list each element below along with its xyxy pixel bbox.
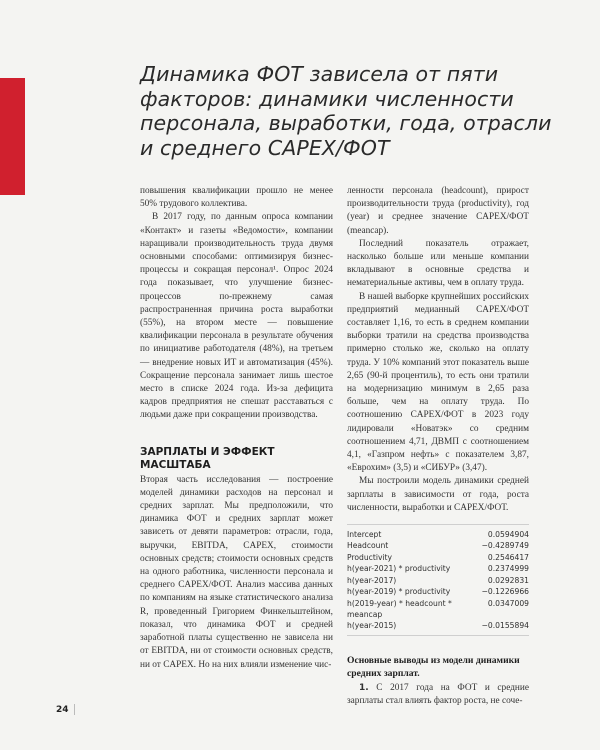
section-heading-line1: ЗАРПЛАТЫ И ЭФФЕКТ [140,445,275,458]
body-paragraph: Последний показатель отражает, насколько больше или меньше компании вкладывают в основные средства и нематериальные активы, чем в оплату труда. [347,238,529,289]
body-paragraph: Вторая часть исследования — построение моделей динамики расходов на персонал и средних зарплат. Мы предположили, что динамика ФОТ и средних зарплат может зависеть от девяти параметров: отрасли, года, выручки, EBITDA, CAPEX, стоимости основных средств; стоимости основных средств на одного работника, численности персонала и среднего CAPEX/ФОТ. Анализ массива данных по компаниям на языке статистического анализа R, проведенный Григорием Финкельштейном, показал, что динамика ФОТ и средней заработной платы существенно не зависела ни от EBITDA, ни от стоимости основных средств, ни от CAPEX. Но на них влияли изменение чис- [140,474,333,670]
left-top-paragraphs [140,185,333,423]
article-headline: Динамика ФОТ зависела от пяти факторов: динамики численности персонала, выработки, года, отрасли и среднего CAPEX/ФОТ [140,62,552,160]
coefficient-term: Productivity [347,552,393,562]
coefficient-row [347,552,529,563]
coefficient-term: h(year-2017) [347,575,397,585]
coefficient-term: Headcount [347,541,389,551]
coefficient-term: h(year-2021) * productivity [347,564,451,574]
coefficient-value: 0.0594904 [487,530,529,540]
coefficients-table [347,524,529,636]
footer-divider [74,704,75,715]
section-heading-line2: МАСШТАБА [140,458,211,471]
right-column [347,185,529,708]
body-paragraph: В 2017 году, по данным опроса компании «Контакт» и газеты «Ведомости», компании наращивали производительность труда двумя основными способами: оптимизируя бизнес-процессы и сокращая персонал¹. Опрос 2024 года показывает, что улучшение бизнес-процессов по-прежнему самая распространенная причина роста выработки (55%), на втором месте — повышение квалификации персонала в результате обучения по инициативе работодателя (48%), на третьем — внедрение новых ИТ и автоматизация (45%). Сокращение персонала занимает лишь шестое место в списке 2024 года. Из-за дефицита кадров предприятия не спешат расставаться с людьми даже при сокращении производства. [140,212,333,421]
red-accent-bar [0,78,25,195]
coefficient-row [347,540,529,551]
body-paragraph: ленности персонала (headcount), прирост производительности труда (productivity), год (year) и среднее значение CAPEX/ФОТ (meancap). [347,186,529,236]
body-paragraph: повышения квалификации прошло не менее 50% трудового коллектива. [140,186,333,210]
item-number: 1. [359,682,369,693]
body-paragraph: Мы построили модель динамики средней зарплаты в зависимости от года, роста численности, выработки и CAPEX/ФОТ. [347,476,529,513]
coefficient-row [347,529,529,540]
section-heading [140,446,333,472]
coefficient-row [347,563,529,574]
coefficient-value: −0.4289749 [481,541,529,551]
body-paragraph: В нашей выборке крупнейших российских предприятий медианный CAPEX/ФОТ составляет 1,16, то есть в среднем компании выборки тратили на средства производства примерно столько же, сколько на оплату труда. У 10% компаний этот показатель выше 2,65 (90-й процентиль), то есть они тратили на модернизацию минимум в 2,65 раза больше, чем на оплату труда. По соотношению CAPEX/ФОТ в 2023 году лидировали «Новатэк» со средним соотношением 4,71, ДВМП с соотношением 4,1, «Газпром нефть» с показателем 3,87, «Еврохим» (3,5) и «СИБУР» (3,47). [347,291,529,474]
page-number: 24 [56,705,69,715]
coefficient-value: −0.1226966 [481,587,529,597]
coefficient-value: 0.0292831 [487,575,529,585]
coefficient-row [347,586,529,597]
conclusions-heading: Основные выводы из модели динамики средних зарплат. [347,654,520,679]
right-paragraphs [347,185,529,515]
coefficient-row [347,575,529,586]
conclusion-item-1 [347,682,529,708]
coefficient-value: −0.0155894 [481,621,529,631]
coefficient-term: h(year-2019) * productivity [347,587,451,597]
coefficient-value: 0.2546417 [487,552,529,562]
left-column [140,185,333,672]
coefficient-term: h(2019-year) * headcount * meancap [347,598,452,619]
coefficient-term: h(year-2015) [347,621,397,631]
coefficient-row [347,620,529,631]
item-text: С 2017 года на ФОТ и средние зарплаты стал влиять фактор роста, не соче- [347,682,530,706]
coefficient-value: 0.0347009 [487,598,529,608]
coefficient-row [347,598,529,621]
coefficient-value: 0.2374999 [487,564,529,574]
coefficient-term: Intercept [347,530,382,540]
